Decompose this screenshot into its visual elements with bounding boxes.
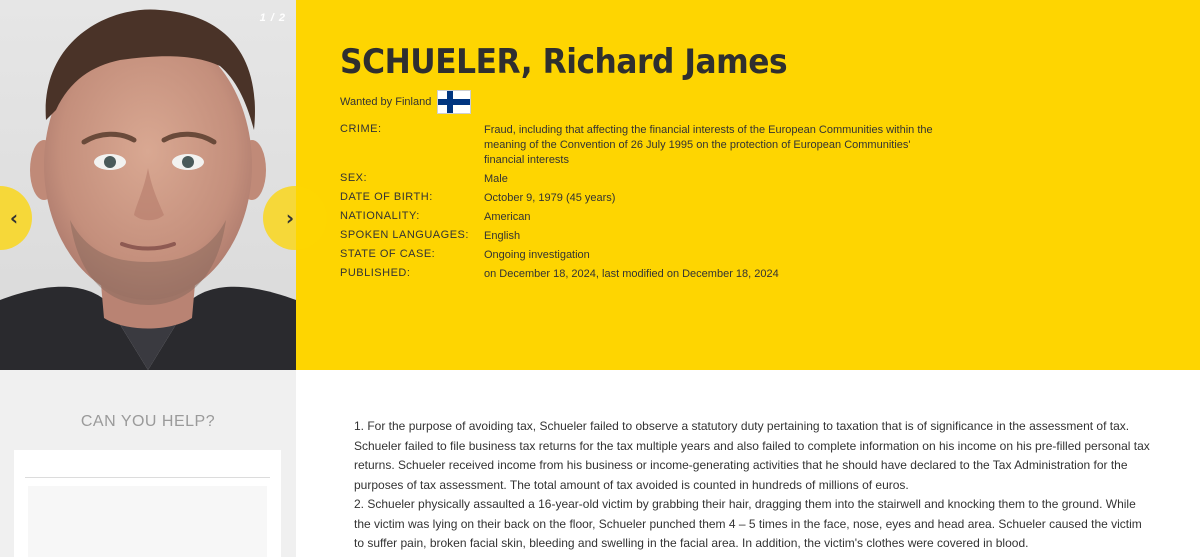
help-form-area[interactable] [28,486,267,557]
detail-row-date-of-birth [340,191,960,206]
previous-photo-button[interactable]: ‹ [0,186,32,250]
detail-row-published [340,267,960,282]
portrait-image [0,0,296,370]
detail-value: on December 18, 2024, last modified on December 18, 2024 [484,268,779,280]
detail-row-sex [340,172,960,187]
notice-info [340,42,960,286]
detail-key: SPOKEN LANGUAGES: [340,229,469,241]
divider [25,477,270,478]
detail-value: American [484,211,531,223]
person-name: SCHUELER, Richard James [340,42,788,82]
detail-key: CRIME: [340,123,382,135]
flag-graphic [438,91,470,113]
case-description [354,417,1154,554]
finland-flag-icon [437,90,471,114]
photo-counter: 1 / 2 [259,12,286,24]
detail-value: English [484,230,521,242]
description-paragraph: 1. For the purpose of avoiding tax, Schueler failed to observe a statutory duty pertaining to taxation that is of significance in the assessment of tax. Schueler failed to file business tax returns for the tax multiple years and also failed to complete information on his income on his pre-filled personal tax returns. Schueler received income from his business or income-generating activities that he should have declared to the Tax Administration for the purposes of tax assessment. The total amount of tax avoided is counted in hundreds of millions of euros. [354,419,1150,492]
help-form-box[interactable] [14,450,281,557]
wanted-by-label: Wanted by Finland [340,96,432,108]
detail-row-state-of-case [340,248,960,263]
wanted-by-row [340,89,960,115]
detail-value: Ongoing investigation [484,249,590,261]
help-title: CAN YOU HELP? [80,413,216,430]
help-panel [0,370,296,557]
detail-key: NATIONALITY: [340,210,420,222]
detail-row-crime [340,123,960,168]
detail-key: STATE OF CASE: [340,248,436,260]
detail-row-spoken-languages [340,229,960,244]
detail-value: October 9, 1979 (45 years) [484,192,616,204]
next-photo-button[interactable]: › [263,186,327,250]
detail-key: SEX: [340,172,368,184]
detail-row-nationality [340,210,960,225]
detail-key: DATE OF BIRTH: [340,191,433,203]
detail-key: PUBLISHED: [340,267,411,279]
detail-value: Male [484,173,508,185]
description-paragraph: 2. Schueler physically assaulted a 16-year-old victim by grabbing their hair, dragging them into the stairwell and knocking them to the ground. While the victim was lying on their back on the floor, Schueler punched them 4 – 5 times in the face, nose, eyes and head area. Schueler caused the victim to suffer pain, broken facial skin, bleeding and swelling in the facial area. In addition, the victim's clothes were covered in blood. [354,497,1142,550]
suspect-photo [0,0,296,370]
detail-value: Fraud, including that affecting the financial interests of the European Communities within the meaning of the Convention of 26 July 1995 on the protection of European Communities' financial interests [484,124,933,166]
details-list [340,123,960,282]
